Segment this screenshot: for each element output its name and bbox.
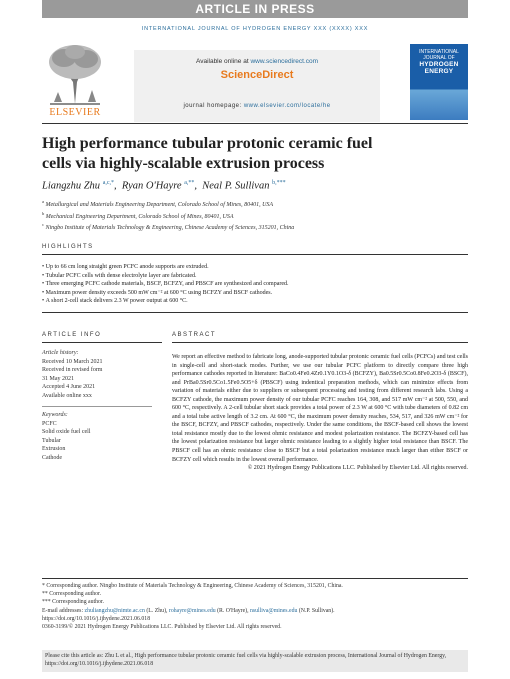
keyword-item: Tubular [42,437,61,444]
abstract-rule [172,342,468,343]
sciencedirect-logo[interactable]: ScienceDirect [220,69,294,81]
available-prefix: Available online at [195,58,249,65]
email-addresses: E-mail addresses: zhuliangzhu@nimte.ac.cn (L. Zhu), rohayre@mines.edu (R. O'Hayre), nsulliva@mines.edu (N.P. Sullivan). [42,607,335,614]
journal-cover-image [410,44,468,120]
article-history-label: Article history: [42,350,79,356]
author-affil-marker[interactable]: a,c,* [102,180,115,186]
cover-line2: HYDROGEN [419,61,459,68]
history-item: Available online xxx [42,392,92,399]
keyword-item: Extrusion [42,446,66,452]
highlights-section [42,244,468,313]
cover-line3: ENERGY [424,68,454,76]
email-link[interactable]: rohayre@mines.edu [168,607,216,614]
abstract-section [172,332,468,473]
title-line-2: cells via highly-scalable extrusion process [42,155,325,172]
highlights-heading: HIGHLIGHTS [42,244,94,250]
author-list: Liangzhu Zhu $^{a,c,*}$, Ryan O'Hayre $^{a,**}$, Neal P. Sullivan $^{b,***}$ [42,180,286,192]
sciencedirect-url-link[interactable]: www.sciencedirect.com [250,58,319,65]
article-title [42,134,468,174]
affiliation-list [42,198,468,233]
cover-line1: INTERNATIONAL JOURNAL OF [419,49,459,61]
highlight-item: • Three emerging PCFC cathode materials, BSCF, BCFZY, and PBSCF are synthesized and compared. [42,280,468,289]
email-link[interactable]: nsulliva@mines.edu [250,607,298,614]
affiliation-item: $^c$ Ningbo Institute of Materials Technology & Engineering, Chinese Academy of Sciences, 315201, China [42,222,295,231]
issn-copyright-line: 0360-3199/© 2021 Hydrogen Energy Publications LLC. Published by Elsevier Ltd. All rights reserved. [42,624,282,631]
title-line-1: High performance tubular protonic ceramic fuel [42,135,373,152]
email-link[interactable]: zhuliangzhu@nimte.ac.cn [84,607,145,614]
affiliation-item: $^b$ Mechanical Engineering Department, Colorado School of Mines, 80401, USA [42,210,234,220]
article-info-section [42,332,162,462]
history-item: 31 May 2021 [42,375,74,382]
keywords-label: Keywords: [42,412,68,418]
highlights-bottom-rule [42,312,468,313]
homepage-prefix: journal homepage: [183,103,242,109]
affiliation-item: $^a$ Metallurgical and Materials Engineering Department, Colorado School of Mines, 80401, USA [42,199,274,208]
author-name[interactable]: Neal P. Sullivan [202,180,270,192]
keyword-item: Solid oxide fuel cell [42,429,91,435]
article-in-press-banner: ARTICLE IN PRESS [42,0,468,18]
keywords-rule [42,406,152,407]
keyword-item: PCFC [42,420,57,427]
highlight-item: • A short 2-cell stack delivers 2.3 W power output at 600 °C. [42,297,468,306]
history-item: Received 10 March 2021 [42,358,103,365]
masthead-center [134,50,380,122]
journal-homepage-line [134,103,380,109]
cover-title [410,44,468,75]
doi-link[interactable]: https://doi.org/10.1016/j.ijhydene.2021.06.018 [42,615,151,622]
history-item: Received in revised form [42,367,103,373]
journal-header-line: INTERNATIONAL JOURNAL OF HYDROGEN ENERGY XXX (XXXX) XXX [141,26,369,32]
article-info-heading: ARTICLE INFO [42,332,102,338]
highlights-rule [42,254,468,255]
abstract-copyright: © 2021 Hydrogen Energy Publications LLC. Published by Elsevier Ltd. All rights reserved. [247,465,468,472]
elsevier-logo [42,42,108,120]
masthead [42,38,468,124]
journal-homepage-link[interactable]: www.elsevier.com/locate/he [243,103,331,109]
corresponding-author-note: * Corresponding author. Ningbo Institute of Materials Technology & Engineering, Chinese Academy of Sciences, 315201, China. [42,583,343,589]
author-affil-marker[interactable]: a,** [184,180,195,186]
highlight-item: • Tubular PCFC cells with dense electrolyte layer are fabricated. [42,272,468,281]
author-affil-marker[interactable]: b,*** [272,180,286,186]
keyword-item: Cathode [42,454,62,461]
highlight-item: • Up to 66 cm long straight green PCFC anode supports are extruded. [42,263,468,272]
corresponding-author-note: *** Corresponding author. [42,599,104,606]
available-online-line [134,58,380,65]
highlight-item: • Maximum power density exceeds 500 mW cm⁻² at 600 °C using BCFZY and BSCF cathodes. [42,289,468,298]
elsevier-tree-icon [42,42,108,106]
author-name[interactable]: Liangzhu Zhu [42,180,101,192]
history-item: Accepted 4 June 2021 [42,384,96,390]
citation-box: Please cite this article as: Zhu L et al., High performance tubular protonic ceramic fuel cells via highly-scalable extrusion process, International Journal of Hydrogen Energy, https://doi.org/10.1016/j.ijhydene.2021.06.018 [42,650,468,672]
corresponding-author-note: ** Corresponding author. [42,591,102,598]
article-info-rule [42,342,162,343]
abstract-heading: ABSTRACT [172,332,217,338]
author-name[interactable]: Ryan O'Hayre [121,180,182,192]
footnotes-section [42,578,468,631]
abstract-body: We report an effective method to fabricate long, anode-supported tubular protonic ceramic fuel cells (PCFCs) and test cells in single-cell and short-stack modes. Further, we use our tubular PCFC platform to directly compare three high performance cathodes reported in literature: BaCo0.4Fe0.4Zr0.1Y0.1O3-δ (BCFZY), Ba0.5Sr0.5Co0.8Fe0.2O3-δ (BSCF), and PrBa0.5Sr0.5Co1.5Fe0.5O5+δ (PBSCF) using indentical preparation methods, which can minimize effects from variation of materials either due to suppliers or subsequent processing and testing from different research labs. Using a BCFZY cathode, the maximum power density of our tubular PCFC reaches 164, 308, and 517 mW cm⁻² at 500, 550, and 600 °C, respectively. A 2-cell tubular short stack provides a total power of 2.3 W at 600 °C with tube diameters of 0.82 cm and a total tube active length of 3.2 cm. At 600 °C, the maximum power density reaches, 534, 517, and 326 mW cm⁻² for the BSCF, BCFZY, and PBSCF cathodes, respectively. Under the same conditions, the BSCF-based cell shows the lowest total resistance mostly due to the lowest ohmic resistance and modest polarization resistance. The BCFZY-based cell has the lowest polarization resistance but larger ohmic resistance leading to a slightly higher total resistance than BSCF. The PBSCF cell has an ohmic resistance close to BSCF but a total polarization resistance much larger than either BSCF or BCFZY cell which results in the lowest overall performance. [172,354,468,463]
highlights-list [42,263,468,306]
elsevier-wordmark: ELSEVIER [49,107,101,118]
